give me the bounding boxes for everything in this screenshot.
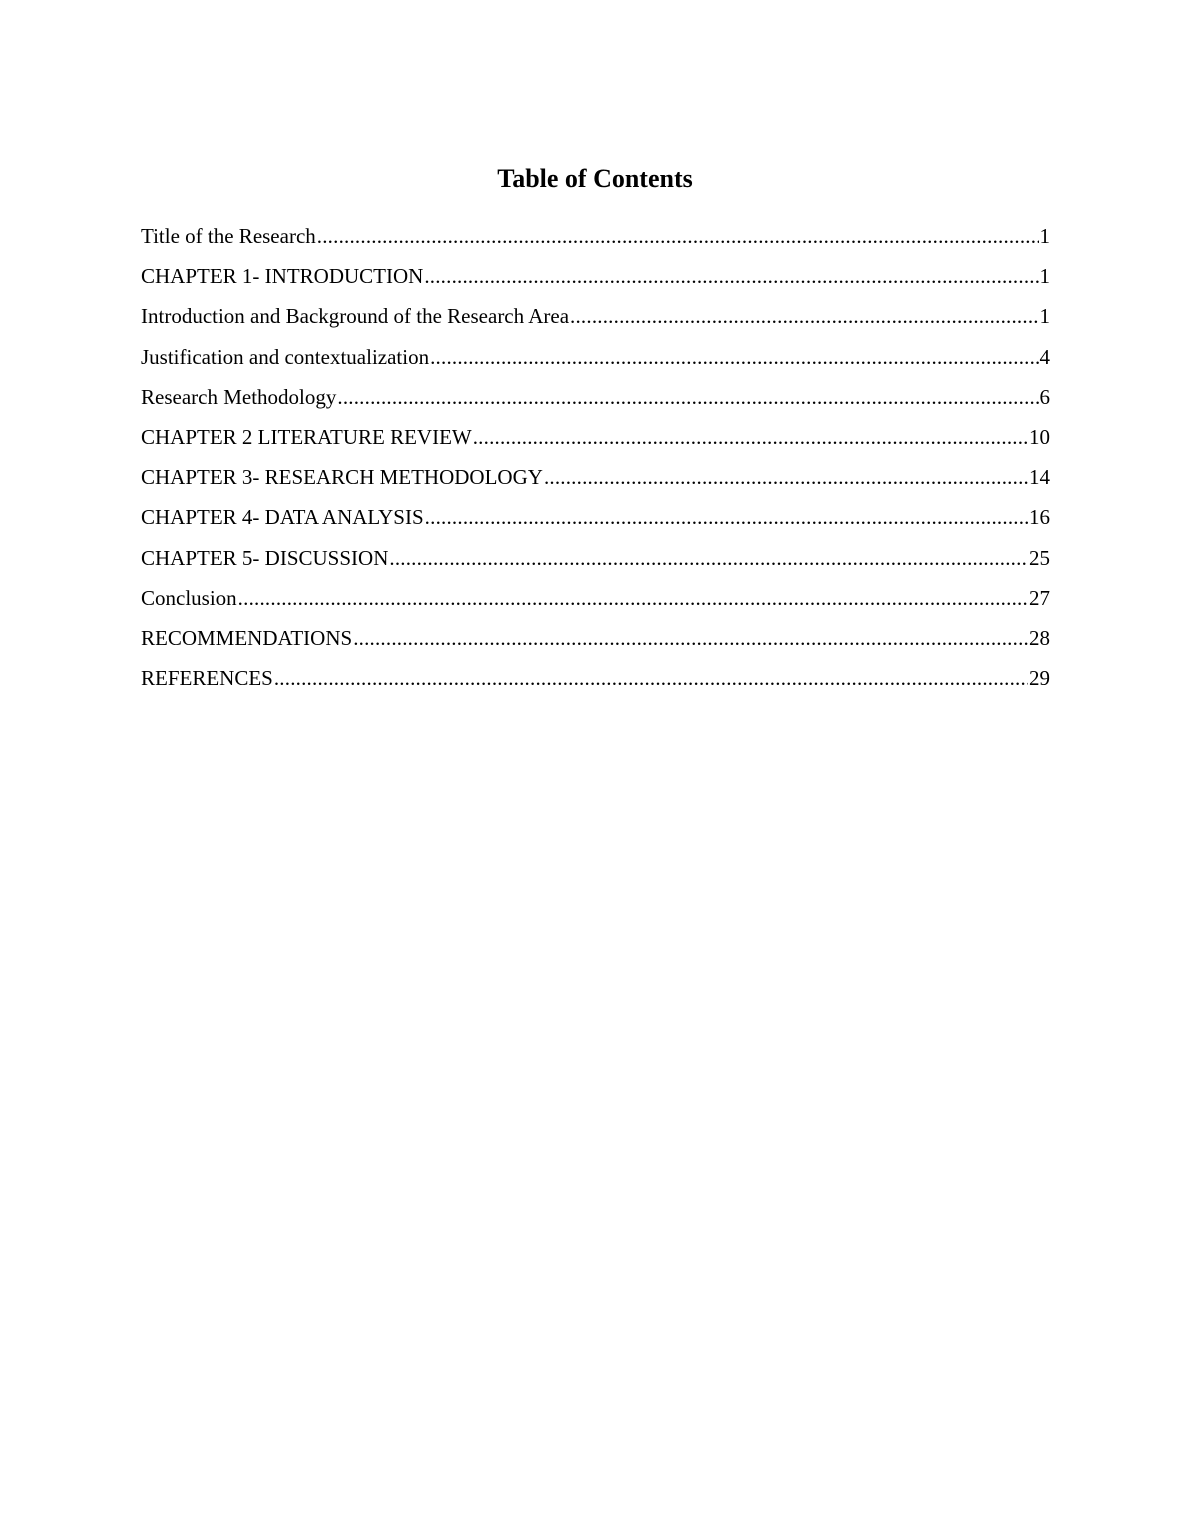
toc-entry-label: Justification and contextualization [141, 344, 430, 369]
toc-entry-page-number: 1 [1039, 264, 1050, 289]
toc-entry-label: CHAPTER 3- RESEARCH METHODOLOGY [141, 465, 543, 490]
toc-entry-page-number: 14 [1029, 465, 1050, 490]
toc-entry[interactable] [141, 618, 1050, 658]
toc-entry-label: Introduction and Background of the Research Area [141, 304, 570, 329]
toc-dot-leader [353, 618, 1028, 658]
toc-entry-page-number: 10 [1029, 424, 1050, 449]
toc-dot-leader [544, 457, 1028, 497]
toc-entry-page-number: 4 [1039, 344, 1050, 369]
toc-entry-label: CHAPTER 1- INTRODUCTION [141, 264, 424, 289]
toc-dot-leader [473, 417, 1028, 457]
toc-entry[interactable] [141, 216, 1050, 256]
toc-entry[interactable] [141, 457, 1050, 497]
toc-dot-leader [389, 538, 1028, 578]
toc-entry-page-number: 28 [1029, 625, 1050, 650]
toc-entry-label: CHAPTER 4- DATA ANALYSIS [141, 505, 424, 530]
toc-entry-label: CHAPTER 2 LITERATURE REVIEW [141, 424, 472, 449]
toc-dot-leader [424, 256, 1038, 296]
toc-dot-leader [317, 216, 1039, 256]
toc-entry[interactable] [141, 497, 1050, 537]
toc-entry-page-number: 16 [1029, 505, 1050, 530]
toc-dot-leader [430, 337, 1038, 377]
toc-entry-label: Research Methodology [141, 384, 337, 409]
toc-entry-label: CHAPTER 5- DISCUSSION [141, 545, 389, 570]
toc-entry-label: REFERENCES [141, 666, 273, 691]
toc-entry[interactable] [141, 538, 1050, 578]
toc-entry[interactable] [141, 377, 1050, 417]
toc-entry[interactable] [141, 578, 1050, 618]
toc-entry-page-number: 27 [1029, 585, 1050, 610]
toc-entry-label: RECOMMENDATIONS [141, 625, 353, 650]
toc-list [141, 216, 1050, 698]
toc-entry-label: Title of the Research [141, 224, 316, 248]
toc-dot-leader [570, 296, 1038, 336]
toc-title: Table of Contents [497, 164, 693, 193]
toc-entry[interactable] [141, 256, 1050, 296]
toc-entry[interactable] [141, 296, 1050, 336]
toc-entry-page-number: 6 [1039, 384, 1050, 409]
toc-dot-leader [274, 658, 1028, 698]
toc-entry-page-number: 25 [1029, 545, 1050, 570]
toc-dot-leader [238, 578, 1028, 618]
toc-entry-page-number: 29 [1029, 666, 1050, 691]
toc-dot-leader [425, 497, 1028, 537]
toc-dot-leader [337, 377, 1038, 417]
toc-entry[interactable] [141, 337, 1050, 377]
toc-entry-label: Conclusion [141, 585, 237, 610]
toc-entry-page-number: 1 [1039, 304, 1050, 329]
toc-entry[interactable] [141, 417, 1050, 457]
toc-entry-page-number: 1 [1039, 224, 1050, 248]
toc-entry[interactable] [141, 658, 1050, 698]
